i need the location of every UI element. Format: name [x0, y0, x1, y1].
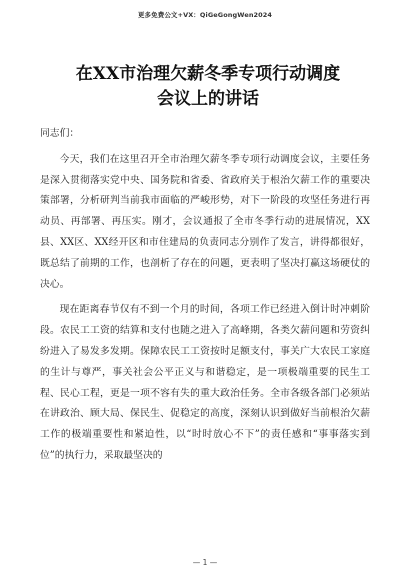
document-title: 在XX市治理欠薪冬季专项行动调度会议上的讲话: [75, 64, 341, 109]
page-number: — 1 —: [192, 558, 218, 567]
body-paragraph-1: 今天，我们在这里召开全市治理欠薪冬季专项行动调度会议，主要任务是深入贯彻落实党中央、国务院和省委、省政府关于根治欠薪工作的重要决策部署，分析研判当前我市面临的严峻形势，对下一阶段的攻坚任务进行再动员、再部署、再压实。刚才，会议通报了全市冬季行动的进展情况，XX县、XX区、XX经开区和市住建局的负责同志分别作了发言，讲得都很好，既总结了前期的工作，也剖析了存在的问题，更表明了坚决打赢这场硬仗的决心。: [40, 153, 370, 290]
body-paragraph-2: 现在距离春节仅有不到一个月的时间，各项工作已经进入倒计时冲刺阶段。农民工工资的结算和支付也随之进入了高峰期，各类欠薪问题和劳资纠纷进入了易发多发期。保障农民工工资按时足额支付，事关广大农民工家庭的生计与尊严，事关社会公平正义与和谐稳定，是一项极端重要的民生工程、民心工程，更是一项不容有失的重大政治任务。全市各级各部门必须站在讲政治、顾大局、保民生、促稳定的高度，深刻认识到做好当前根治欠薪工作的极端重要性和紧迫性，以“时时放心不下”的责任感和“事事落实到位”的执行力，采取最坚决的: [40, 304, 370, 461]
document-body: [40, 124, 370, 467]
header-promo-note: 更多免费公文+VX：QiGeGongWen2024: [137, 11, 273, 19]
salutation: 同志们：: [40, 128, 80, 139]
